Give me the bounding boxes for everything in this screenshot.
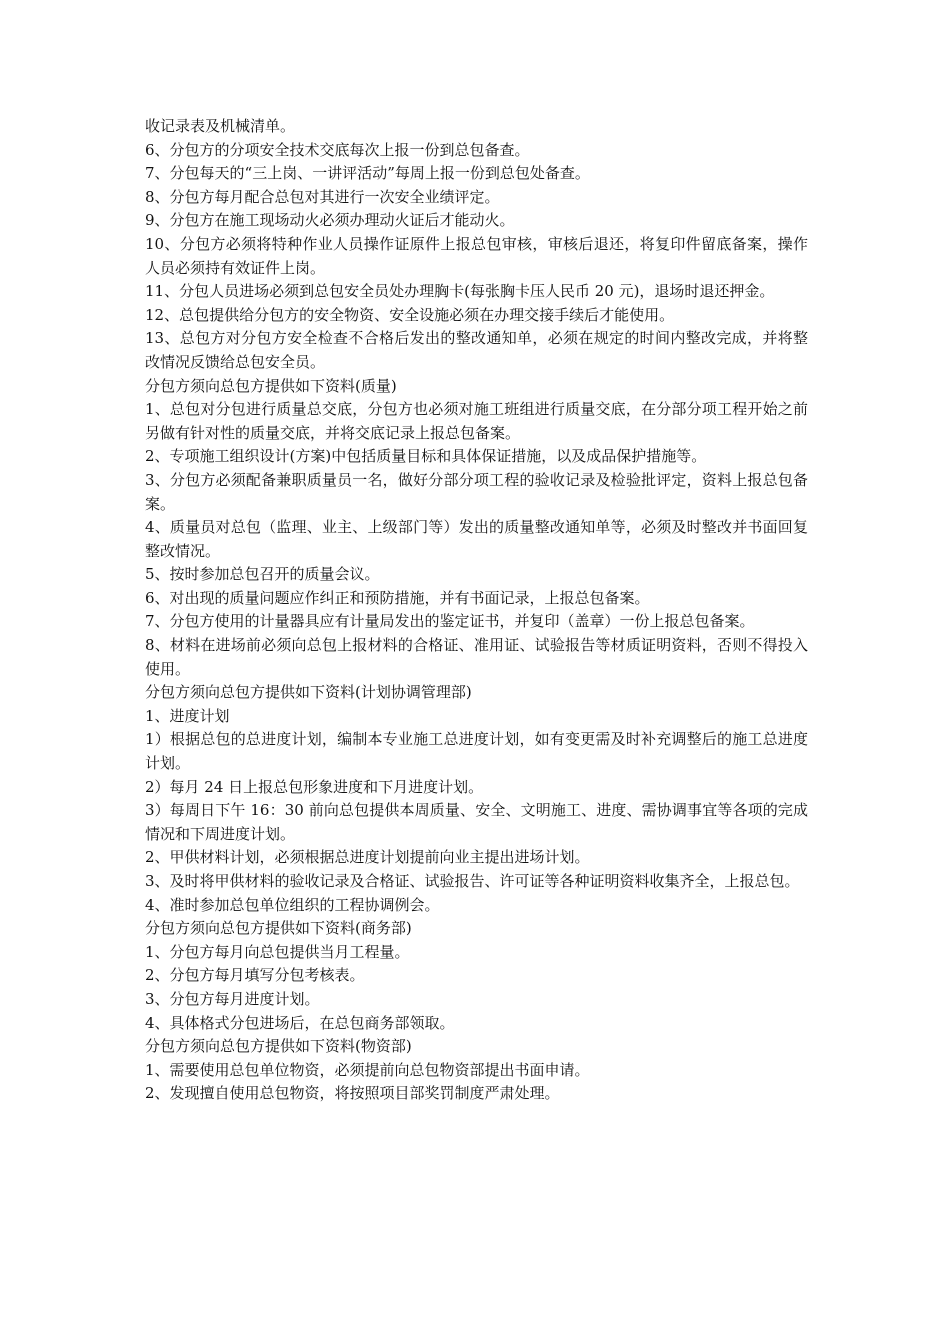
paragraph: 10、分包方必须将特种作业人员操作证原件上报总包审核，审核后退还，将复印件留底备案，操作人员必须持有效证件上岗。 xyxy=(145,234,808,277)
paragraph: 4、准时参加总包单位组织的工程协调例会。 xyxy=(145,895,440,914)
paragraph: 2、分包方每月填写分包考核表。 xyxy=(145,966,365,985)
paragraph: 1、进度计划 xyxy=(145,706,230,725)
paragraph: 2、发现擅自使用总包物资，将按照项目部奖罚制度严肃处理。 xyxy=(145,1084,560,1103)
paragraph: 5、按时参加总包召开的质量会议。 xyxy=(145,565,380,584)
paragraph: 3）每周日下午 16：30 前向总包提供本周质量、安全、文明施工、进度、需协调事宜等各项的完成情况和下周进度计划。 xyxy=(145,801,808,843)
paragraph: 2、专项施工组织设计(方案)中包括质量目标和具体保证措施，以及成品保护措施等。 xyxy=(145,447,707,466)
paragraph: 1、总包对分包进行质量总交底，分包方也必须对施工班组进行质量交底，在分部分项工程开始之前另做有针对性的质量交底，并将交底记录上报总包备案。 xyxy=(145,400,808,442)
paragraph: 8、材料在进场前必须向总包上报材料的合格证、准用证、试验报告等材质证明资料，否则不得投入使用。 xyxy=(145,636,808,678)
paragraph: 6、分包方的分项安全技术交底每次上报一份到总包备查。 xyxy=(145,140,530,159)
section-heading-commerce: 分包方须向总包方提供如下资料(商务部) xyxy=(145,919,412,938)
section-heading-materials: 分包方须向总包方提供如下资料(物资部) xyxy=(145,1037,412,1056)
paragraph: 1、分包方每月向总包提供当月工程量。 xyxy=(145,942,410,961)
paragraph: 3、分包方每月进度计划。 xyxy=(145,989,320,1008)
paragraph: 6、对出现的质量问题应作纠正和预防措施，并有书面记录，上报总包备案。 xyxy=(145,588,650,607)
paragraph: 9、分包方在施工现场动火必须办理动火证后才能动火。 xyxy=(145,211,515,230)
paragraph: 7、分包每天的“三上岗、一讲评活动”每周上报一份到总包处备查。 xyxy=(145,164,590,183)
paragraph: 4、质量员对总包（监理、业主、上级部门等）发出的质量整改通知单等，必须及时整改并书面回复整改情况。 xyxy=(145,518,808,560)
paragraph: 1）根据总包的总进度计划，编制本专业施工总进度计划，如有变更需及时补充调整后的施工总进度计划。 xyxy=(145,730,808,773)
paragraph: 1、需要使用总包单位物资，必须提前向总包物资部提出书面申请。 xyxy=(145,1060,590,1079)
paragraph: 11、分包人员进场必须到总包安全员处办理胸卡(每张胸卡压人民币 20 元)，退场时退还押金。 xyxy=(145,282,775,301)
section-heading-planning: 分包方须向总包方提供如下资料(计划协调管理部) xyxy=(145,683,472,702)
paragraph: 3、分包方必须配备兼职质量员一名，做好分部分项工程的验收记录及检验批评定，资料上报总包备案。 xyxy=(145,470,808,513)
paragraph: 3、及时将甲供材料的验收记录及合格证、试验报告、许可证等各种证明资料收集齐全，上报总包。 xyxy=(145,872,800,890)
section-heading-quality: 分包方须向总包方提供如下资料(质量) xyxy=(145,376,397,395)
document-body xyxy=(145,115,808,1106)
paragraph: 收记录表及机械清单。 xyxy=(145,117,296,135)
paragraph: 4、具体格式分包进场后，在总包商务部领取。 xyxy=(145,1013,455,1032)
paragraph: 13、总包方对分包方安全检查不合格后发出的整改通知单，必须在规定的时间内整改完成，并将整改情况反馈给总包安全员。 xyxy=(145,329,808,371)
paragraph: 2）每月 24 日上报总包形象进度和下月进度计划。 xyxy=(145,777,484,796)
paragraph: 2、甲供材料计划，必须根据总进度计划提前向业主提出进场计划。 xyxy=(145,848,590,867)
paragraph: 12、总包提供给分包方的安全物资、安全设施必须在办理交接手续后才能使用。 xyxy=(145,305,675,324)
paragraph: 8、分包方每月配合总包对其进行一次安全业绩评定。 xyxy=(145,187,500,206)
paragraph: 7、分包方使用的计量器具应有计量局发出的鉴定证书，并复印（盖章）一份上报总包备案。 xyxy=(145,612,755,631)
